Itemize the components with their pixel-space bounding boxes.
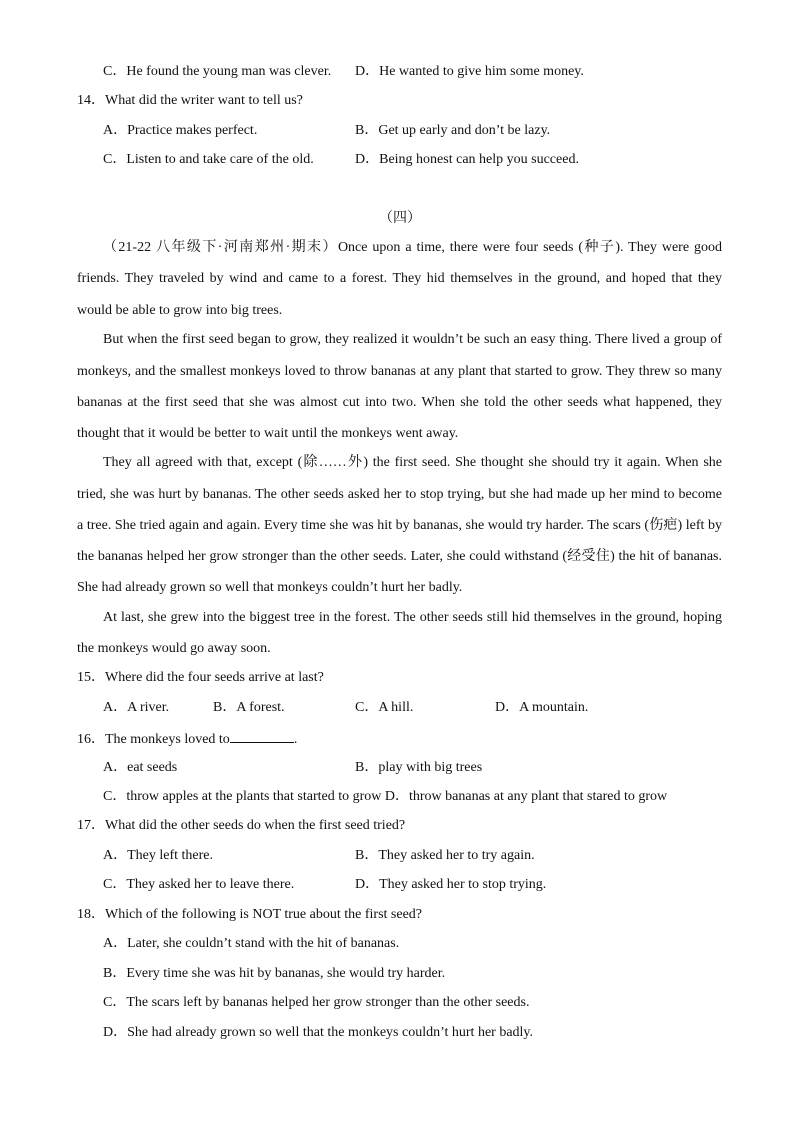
q17-option-c: C．They asked her to leave there. — [103, 877, 295, 892]
q18-option-a: A．Later, she couldn’t stand with the hit of bananas. — [103, 936, 400, 951]
passage-line: She had already grown so well that monkeys couldn’t hurt her badly. — [77, 580, 463, 595]
passage-line: tried, she was hurt by bananas. The other seeds asked her to stop trying, but she had made up her mind to become — [77, 487, 722, 502]
q17-option-b: B．They asked her to try again. — [355, 848, 535, 863]
q14-option-d: D．Being honest can help you succeed. — [355, 152, 579, 167]
passage-line: would be able to grow into big trees. — [77, 303, 283, 318]
q16-option-b: B．play with big trees — [355, 760, 483, 775]
section-title: （四） — [379, 211, 421, 226]
q17-option-a: A．They left there. — [103, 848, 214, 863]
q14-question: 14．What did the writer want to tell us? — [77, 93, 303, 108]
q14-option-b: B．Get up early and don’t be lazy. — [355, 123, 551, 138]
q16-option-cd: C．throw apples at the plants that started to grow D．throw bananas at any plant that stared to grow — [103, 789, 668, 804]
q14-option-a: A．Practice makes perfect. — [103, 123, 258, 138]
q17-question: 17．What did the other seeds do when the first seed tried? — [77, 818, 406, 833]
passage-line: friends. They traveled by wind and came to a forest. They hid themselves in the ground, and hoped that they — [77, 271, 722, 286]
q14-option-c: C．Listen to and take care of the old. — [103, 152, 314, 167]
passage-line: the bananas helped her grow stronger than the other seeds. Later, she could withstand (经受住) the hit of bananas. — [77, 549, 722, 564]
q18-option-d: D．She had already grown so well that the monkeys couldn’t hurt her badly. — [103, 1025, 534, 1040]
passage-line: monkeys, and the smallest monkeys loved to throw bananas at any plant that started to grow. They threw so many — [77, 364, 722, 379]
q18-question: 18．Which of the following is NOT true about the first seed? — [77, 907, 422, 922]
passage-line: They all agreed with that, except (除……外) the first seed. She thought she should try it again. When she — [103, 455, 722, 470]
q15-option-b: B．A forest. — [213, 700, 285, 715]
q16-question-end: . — [293, 732, 298, 747]
passage-line: At last, she grew into the biggest tree in the forest. The other seeds still hid themselves in the ground, hoping — [103, 610, 722, 625]
q15-question: 15．Where did the four seeds arrive at last? — [77, 670, 324, 685]
q16-question-text: 16．The monkeys loved to — [77, 732, 230, 747]
q15-option-c: C．A hill. — [355, 700, 414, 715]
passage-line: （21-22 八年级下·河南郑州·期末）Once upon a time, there were four seeds (种子). They were good — [103, 240, 722, 255]
q18-option-c: C．The scars left by bananas helped her grow stronger than the other seeds. — [103, 995, 530, 1010]
q15-option-d: D．A mountain. — [495, 700, 589, 715]
passage-line: thought that it would be better to wait until the monkeys went away. — [77, 426, 459, 441]
q15-option-a: A．A river. — [103, 700, 170, 715]
q18-option-b: B．Every time she was hit by bananas, she would try harder. — [103, 966, 446, 981]
passage-line: But when the first seed began to grow, they realized it wouldn’t be such an easy thing. There lived a group of — [103, 332, 722, 347]
q13-option-d: D．He wanted to give him some money. — [355, 64, 584, 79]
passage-line: the monkeys would go away soon. — [77, 641, 271, 656]
passage-line: a tree. She tried again and again. Every time she was hit by bananas, she would try harder. The scars (伤疤) left by — [77, 518, 722, 533]
q13-option-c: C．He found the young man was clever. — [103, 64, 332, 79]
q17-option-d: D．They asked her to stop trying. — [355, 877, 547, 892]
passage-line: bananas at the first seed that she was almost cut into two. When she told the other seeds what happened, they — [77, 395, 722, 410]
q16-option-a: A．eat seeds — [103, 760, 178, 775]
q16-question — [77, 729, 297, 749]
answer-blank — [230, 729, 294, 743]
